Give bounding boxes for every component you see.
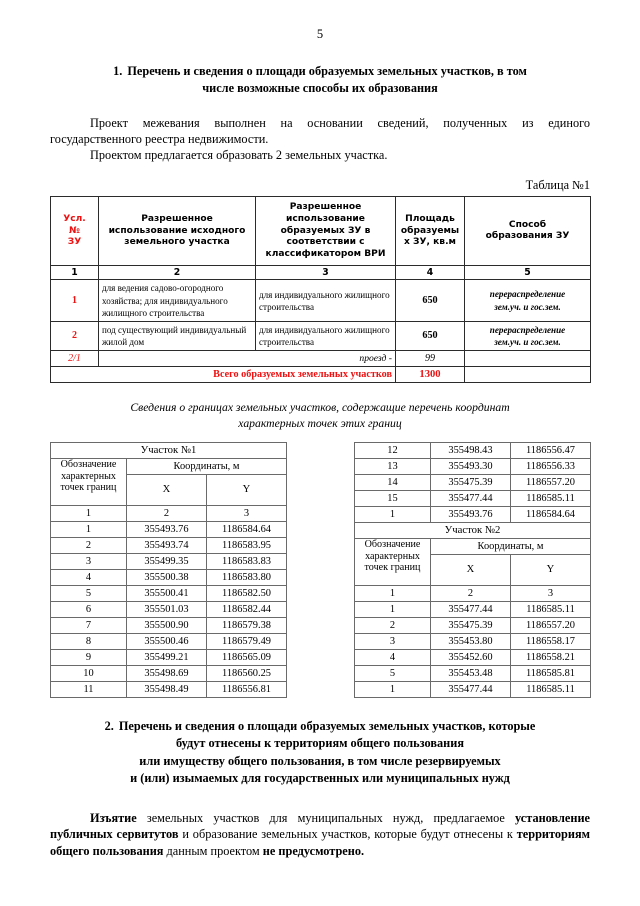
p1-r9-c0: 10 [51, 665, 127, 681]
list-item [355, 442, 591, 458]
p1-r8-c1: 355499.21 [127, 649, 207, 665]
page-number: 5 [316, 27, 324, 41]
list-item [51, 521, 287, 537]
colnum-5: 5 [465, 266, 591, 280]
hdr-c3-line-5: классификатором ВРИ [265, 248, 386, 259]
list-item [355, 649, 591, 665]
hdr-c5-line-1: Способ [508, 219, 547, 230]
p1c-r4-c2: 1186584.64 [511, 506, 591, 522]
hdr-c2-line-3: земельного участка [124, 237, 230, 248]
list-item [51, 633, 287, 649]
final-part-2: земельных участков для муниципальных нужд, предлагаемое [136, 810, 516, 825]
p2-r3-c2: 1186558.21 [511, 649, 591, 665]
section-2-heading [50, 718, 590, 788]
hdr-oboz-line-1: Обозначение [60, 458, 117, 470]
p1-r1-c2: 1186583.95 [207, 537, 287, 553]
p2-r0-c1: 355477.44 [431, 601, 511, 617]
row-2-method-line-1: перераспределение [489, 324, 566, 335]
plot-2-title: Участок №2 [355, 522, 591, 538]
row-2-area: 650 [396, 321, 465, 350]
p1c-r3-c2: 1186585.11 [511, 490, 591, 506]
p1c-r2-c1: 355475.39 [431, 474, 511, 490]
table-row-total [51, 367, 591, 383]
coordinates-intro-line-1: Сведения о границах земельных участков, содержащие перечень координат [130, 401, 510, 415]
p1-r9-c2: 1186560.25 [207, 665, 287, 681]
row-2-new-use: для индивидуального жилищного строительства [256, 321, 396, 350]
list-item [355, 633, 591, 649]
p1c-r2-c0: 14 [355, 474, 431, 490]
row-1-existing-use: для ведения садово-огородного хозяйства; для индивидуального жилищного строительства [99, 280, 256, 321]
p1-r2-c1: 355499.35 [127, 553, 207, 569]
plot-1-header-y: Y [207, 474, 287, 505]
hdr-oboz-line-2: характерных [61, 470, 116, 482]
section-1-paragraph-2: Проектом предлагается образовать 2 земельных участка. [90, 148, 388, 163]
main-table-header-existing-use [99, 197, 256, 266]
p1-r4-c2: 1186582.50 [207, 585, 287, 601]
row-1-method-line-1: перераспределение [489, 289, 566, 300]
p2-r2-c1: 355453.80 [431, 633, 511, 649]
p2-r1-c1: 355475.39 [431, 617, 511, 633]
coordinates-intro [50, 400, 590, 431]
plot-1-colnum-3: 3 [207, 505, 287, 521]
p1-r6-c0: 7 [51, 617, 127, 633]
p1-r0-c0: 1 [51, 521, 127, 537]
coordinates-left-column [50, 442, 286, 698]
list-item [51, 553, 287, 569]
p1c-r1-c0: 13 [355, 458, 431, 474]
plot-1-colnum-1: 1 [51, 505, 127, 521]
section-1-heading-line-2: числе возможные способы их образования [202, 80, 438, 95]
total-value: 1300 [396, 367, 465, 383]
hdr2-oboz-line-1: Обозначение [364, 538, 421, 550]
p2-r5-c1: 355477.44 [431, 681, 511, 697]
p2-r3-c0: 4 [355, 649, 431, 665]
list-item [51, 601, 287, 617]
p1-r7-c1: 355500.46 [127, 633, 207, 649]
section-2-heading-line-4: и (или) изымаемых для государственных или муниципальных нужд [130, 771, 510, 786]
plot-1-number-row [51, 505, 287, 521]
hdr-c3-line-4: соответствии с [286, 237, 365, 248]
coordinates-right-column [354, 442, 590, 698]
p1c-r3-c0: 15 [355, 490, 431, 506]
hdr-c4-line-3: х ЗУ, кв.м [404, 237, 456, 248]
plot-1-title: Участок №1 [51, 442, 287, 458]
p1-r7-c2: 1186579.49 [207, 633, 287, 649]
hdr-c2-line-1: Разрешенное [141, 213, 213, 224]
p1-r2-c0: 3 [51, 553, 127, 569]
p1-r0-c1: 355493.76 [127, 521, 207, 537]
row-1-new-use: для индивидуального жилищного строительства [256, 280, 396, 321]
p2-r0-c2: 1186585.11 [511, 601, 591, 617]
section-2-heading-line-3: или имуществу общего пользования, в том числе резервируемых [139, 753, 501, 768]
hdr-c2-line-2: использование исходного [108, 225, 246, 236]
plot-2-header-x: X [431, 554, 511, 585]
plot-2-title-row [355, 522, 591, 538]
p2-r4-c2: 1186585.81 [511, 665, 591, 681]
hdr2-oboz-line-2: характерных [365, 550, 420, 562]
p2-r4-c0: 5 [355, 665, 431, 681]
list-item [51, 617, 287, 633]
p1-r1-c1: 355493.74 [127, 537, 207, 553]
plot-2-header-designation [355, 538, 431, 585]
p1c-r1-c1: 355493.30 [431, 458, 511, 474]
hdr-c5-line-2: образования ЗУ [485, 231, 570, 242]
plot-2-header-coordinates: Координаты, м [431, 538, 591, 554]
p2-r1-c0: 2 [355, 617, 431, 633]
row-proezd-label: проезд - [99, 351, 396, 367]
list-item [355, 490, 591, 506]
p2-r5-c2: 1186585.11 [511, 681, 591, 697]
p1-r9-c1: 355498.69 [127, 665, 207, 681]
list-item [51, 649, 287, 665]
row-2-existing-use: под существующий индивидуальный жилой дом [99, 321, 256, 350]
p1-r8-c2: 1186565.09 [207, 649, 287, 665]
p1-r8-c0: 9 [51, 649, 127, 665]
list-item [355, 458, 591, 474]
row-1-id: 1 [51, 280, 99, 321]
row-proezd-method-empty [465, 351, 591, 367]
p1c-r3-c1: 355477.44 [431, 490, 511, 506]
p1c-r0-c2: 1186556.47 [511, 442, 591, 458]
list-item [355, 474, 591, 490]
p1c-r4-c0: 1 [355, 506, 431, 522]
list-item [355, 617, 591, 633]
section-1-heading [50, 63, 590, 98]
plot-2-colnum-3: 3 [511, 585, 591, 601]
main-table-header-new-use [256, 197, 396, 266]
hdr-usl-line-2: № [69, 225, 80, 236]
p2-r0-c0: 1 [355, 601, 431, 617]
plot-1-header-row-1 [51, 458, 287, 474]
p1-r3-c1: 355500.38 [127, 569, 207, 585]
p1-r6-c2: 1186579.38 [207, 617, 287, 633]
list-item [355, 665, 591, 681]
list-item [51, 585, 287, 601]
p1c-r0-c1: 355498.43 [431, 442, 511, 458]
p1-r7-c0: 8 [51, 633, 127, 649]
main-table-number-row [51, 266, 591, 280]
table-row [51, 321, 591, 350]
p1-r5-c2: 1186582.44 [207, 601, 287, 617]
p2-r4-c1: 355453.48 [431, 665, 511, 681]
plot-1-title-row [51, 442, 287, 458]
hdr-usl-line-3: ЗУ [67, 237, 82, 248]
p1-r5-c0: 6 [51, 601, 127, 617]
hdr-c4-line-1: Площадь [405, 213, 455, 224]
hdr-c3-line-1: Разрешенное [289, 202, 362, 213]
row-2-method-line-2: зем.уч. и гос.зем. [494, 336, 561, 347]
plot-1-header-designation [51, 458, 127, 505]
main-table-header-method [465, 197, 591, 266]
p2-r2-c0: 3 [355, 633, 431, 649]
total-method-empty [465, 367, 591, 383]
p2-r5-c0: 1 [355, 681, 431, 697]
plot-2-colnum-1: 1 [355, 585, 431, 601]
hdr-c4-line-2: образуемы [400, 225, 460, 236]
plot-2-colnum-2: 2 [431, 585, 511, 601]
final-part-7: не предусмотрено. [262, 843, 365, 858]
p1c-r0-c0: 12 [355, 442, 431, 458]
row-1-method-line-2: зем.уч. и гос.зем. [494, 301, 561, 312]
plot-1-header-x: X [127, 474, 207, 505]
row-proezd-area: 99 [396, 351, 465, 367]
plot-1-coordinates-table [50, 442, 287, 698]
colnum-4: 4 [396, 266, 465, 280]
section-1-number: 1. [113, 63, 123, 78]
final-part-3: установление публичных сервитутов [50, 810, 590, 842]
colnum-2: 2 [99, 266, 256, 280]
row-2-method [465, 321, 591, 350]
row-1-area: 650 [396, 280, 465, 321]
colnum-1: 1 [51, 266, 99, 280]
p1-r2-c2: 1186583.83 [207, 553, 287, 569]
list-item [51, 665, 287, 681]
p1-r4-c1: 355500.41 [127, 585, 207, 601]
total-label: Всего образуемых земельных участков [51, 367, 396, 383]
hdr-oboz-line-3: точек границ [60, 482, 117, 494]
main-table-header-row [51, 197, 591, 266]
main-table [50, 196, 591, 383]
coordinates-intro-line-2: характерных точек этих границ [238, 416, 402, 430]
main-table-header-usl-zu [51, 197, 99, 266]
section-2-number: 2. [104, 718, 114, 733]
p1-r6-c1: 355500.90 [127, 617, 207, 633]
list-item [355, 681, 591, 697]
table-1-caption: Таблица №1 [525, 178, 590, 193]
list-item [355, 506, 591, 522]
p1-r3-c2: 1186583.80 [207, 569, 287, 585]
p1-r10-c1: 355498.49 [127, 681, 207, 697]
row-proezd-id: 2/1 [51, 351, 99, 367]
section-2-final-paragraph [50, 810, 590, 859]
section-2-heading-line-1: Перечень и сведения о площади образуемых земельных участков, которые [118, 718, 536, 733]
section-2-heading-line-2: будут отнесены к территориям общего пользования [176, 736, 464, 751]
p1-r1-c0: 2 [51, 537, 127, 553]
p2-r3-c1: 355452.60 [431, 649, 511, 665]
section-1-paragraph-1: Проект межевания выполнен на основании сведений, полученных из единого государственного реестра недвижимости. [50, 116, 590, 147]
plot-2-header-row-1 [355, 538, 591, 554]
coordinates-tables-wrapper [50, 442, 590, 698]
hdr-usl-line-1: Усл. [63, 213, 86, 224]
p2-r1-c2: 1186557.20 [511, 617, 591, 633]
hdr-c3-line-2: использование [286, 213, 365, 224]
final-part-1: Изъятие [90, 810, 137, 825]
row-2-id: 2 [51, 321, 99, 350]
plot-1-header-coordinates: Координаты, м [127, 458, 287, 474]
plot-1-continued-coordinates-table [354, 442, 591, 698]
p1c-r4-c1: 355493.76 [431, 506, 511, 522]
p1c-r1-c2: 1186556.33 [511, 458, 591, 474]
final-part-5: территориям общего пользования [50, 827, 590, 858]
final-part-6: данным проектом [163, 843, 263, 858]
p1-r10-c0: 11 [51, 681, 127, 697]
plot-2-number-row [355, 585, 591, 601]
table-row [51, 280, 591, 321]
p1-r0-c2: 1186584.64 [207, 521, 287, 537]
list-item [355, 601, 591, 617]
p1c-r2-c2: 1186557.20 [511, 474, 591, 490]
final-part-4: и образование земельных участков, которые будут отнесены к [178, 827, 517, 842]
p1-r5-c1: 355501.03 [127, 601, 207, 617]
table-row-proezd [51, 351, 591, 367]
p1-r4-c0: 5 [51, 585, 127, 601]
p1-r3-c0: 4 [51, 569, 127, 585]
p2-r2-c2: 1186558.17 [511, 633, 591, 649]
list-item [51, 569, 287, 585]
section-1-heading-line-1: Перечень и сведения о площади образуемых земельных участков, в том [127, 63, 527, 78]
p1-r10-c2: 1186556.81 [207, 681, 287, 697]
hdr2-oboz-line-3: точек границ [364, 562, 421, 574]
plot-2-header-y: Y [511, 554, 591, 585]
row-1-method [465, 280, 591, 321]
colnum-3: 3 [256, 266, 396, 280]
plot-1-colnum-2: 2 [127, 505, 207, 521]
hdr-c3-line-3: образуемых ЗУ в [280, 225, 371, 236]
main-table-header-area [396, 197, 465, 266]
list-item [51, 681, 287, 697]
list-item [51, 537, 287, 553]
